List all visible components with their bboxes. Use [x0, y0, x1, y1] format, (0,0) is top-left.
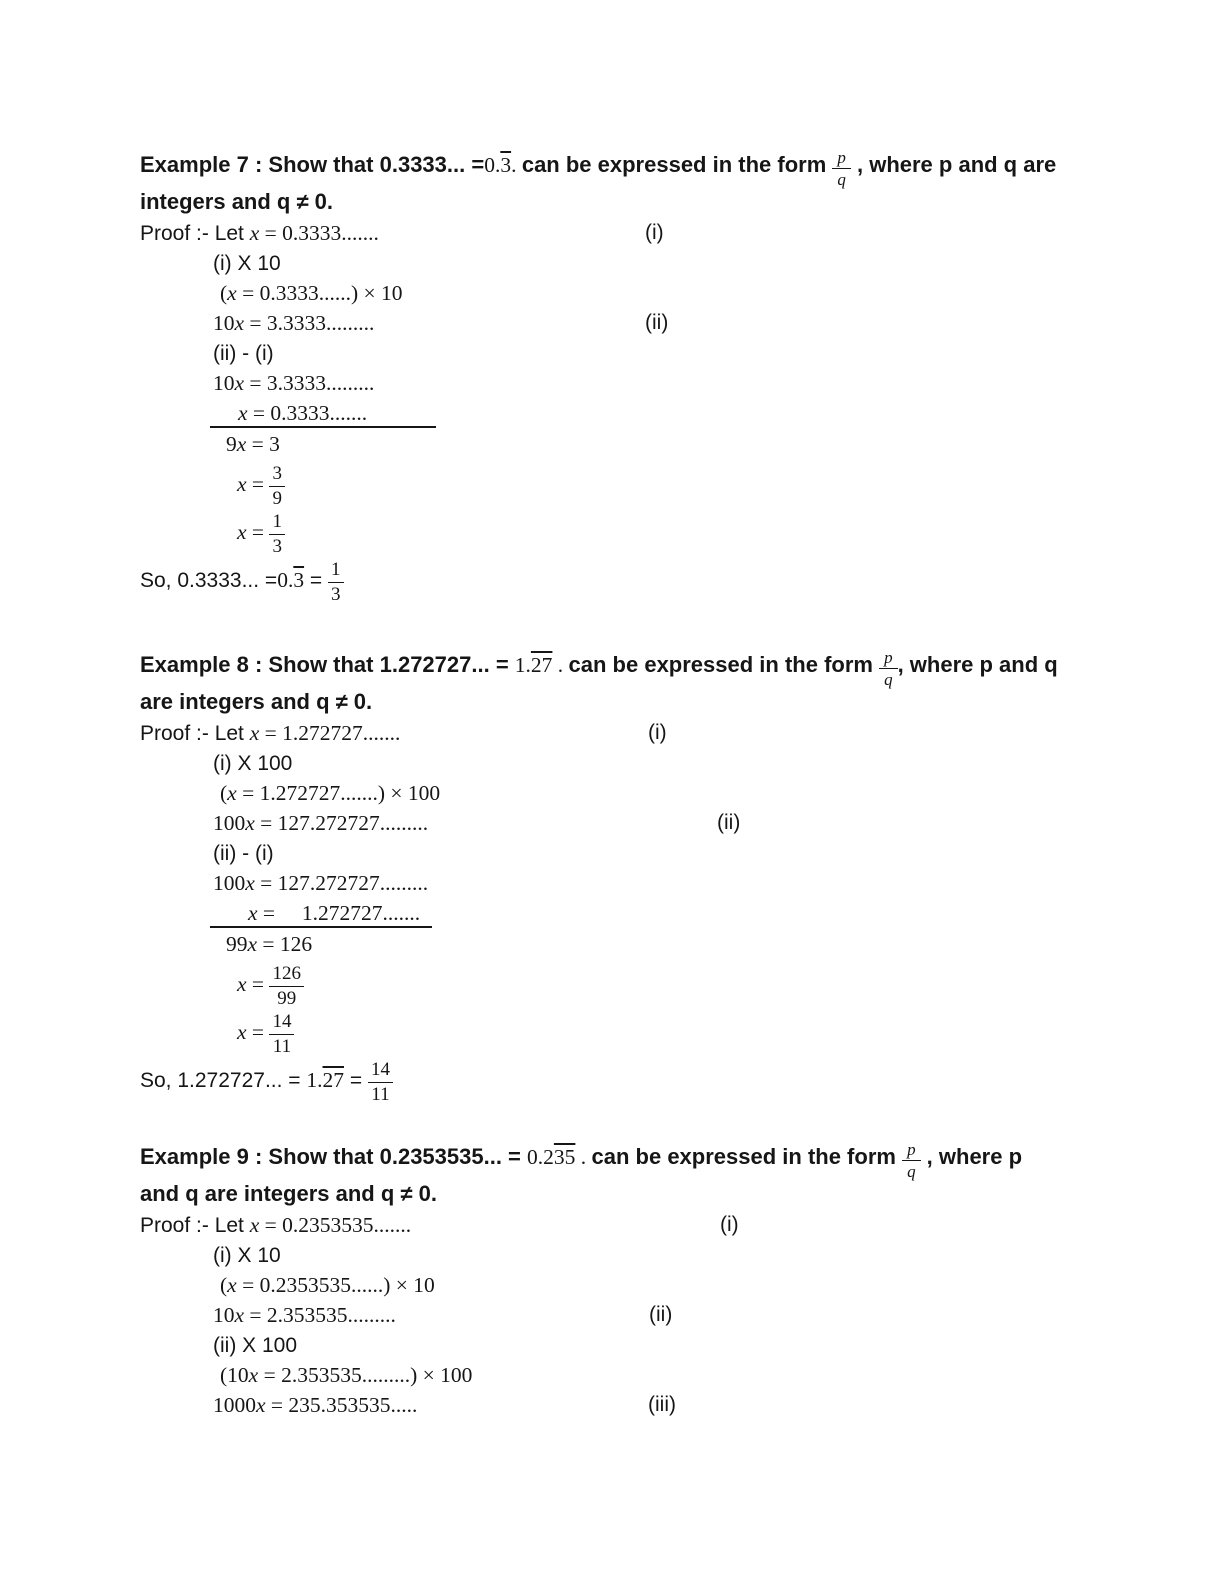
text-run: x — [248, 1363, 259, 1387]
equation-text — [248, 901, 420, 925]
text-run: = 126 — [257, 932, 313, 956]
text-run: x — [247, 932, 258, 956]
ex7-equation-line — [140, 308, 1180, 338]
equation-text — [237, 963, 304, 1009]
text-run: (10 — [220, 1363, 249, 1387]
text-run: x — [234, 1303, 245, 1327]
text-run: x — [237, 472, 247, 496]
fraction: $\frac{14}{11}$ — [269, 1011, 294, 1057]
equation-marker-i: (i) — [648, 721, 667, 744]
ex9-equation-line — [140, 1300, 1180, 1330]
text-run: = 2.353535.........) × 100 — [258, 1363, 473, 1387]
conclusion-text — [140, 1059, 393, 1105]
text-run: = — [304, 569, 328, 592]
text-run: = 3.3333......... — [244, 311, 375, 335]
fraction: $\frac{p}{q}$ — [902, 1140, 921, 1181]
ex7-equation-line — [140, 368, 1180, 398]
ex7-proof-line — [140, 218, 1180, 248]
heading-text — [140, 689, 373, 714]
text-run: 10 — [213, 371, 235, 395]
fraction: $\frac{3}{9}$ — [269, 463, 285, 509]
equation-text — [237, 463, 285, 509]
text-run: = — [246, 472, 270, 496]
text-run: 1. — [306, 1068, 323, 1092]
text-run: = 3.3333......... — [244, 371, 375, 395]
ex8-equation-line — [140, 808, 1180, 838]
text-run: x — [227, 1273, 237, 1297]
equation-text — [237, 1011, 294, 1057]
text-run: = — [344, 1069, 368, 1092]
heading-text — [140, 1181, 437, 1206]
text-run: = 3 — [246, 432, 280, 456]
text-run: 10 — [213, 1303, 235, 1327]
ex7-fraction-line — [140, 460, 1180, 508]
ex7-step-subtract — [140, 338, 1180, 368]
text-run: 3 — [500, 153, 512, 177]
text-run: = 235.353535..... — [265, 1393, 418, 1417]
fraction: $\frac{126}{99}$ — [269, 963, 304, 1009]
step-text — [213, 251, 281, 275]
ex9-step-multiply — [140, 1240, 1180, 1270]
equation-text — [220, 281, 403, 305]
content-column — [140, 142, 1180, 1420]
heading-text — [140, 647, 1058, 689]
equation-text — [220, 1273, 435, 1297]
text-run: x — [234, 311, 245, 335]
ex8-conclusion-line — [140, 1056, 1180, 1104]
ex9-step-multiply-2 — [140, 1330, 1180, 1360]
text-run: 9 — [226, 432, 237, 456]
text-run: = 2.353535......... — [244, 1303, 396, 1327]
equation-marker-i: (i) — [720, 1213, 739, 1236]
equation-text — [213, 811, 428, 835]
text-run: and q are integers and q ≠ 0. — [140, 1181, 437, 1206]
equation-marker-iii: (iii) — [648, 1393, 676, 1416]
text-run: 27 — [322, 1068, 345, 1092]
ex7-conclusion-line — [140, 556, 1180, 604]
text-run: x — [236, 432, 247, 456]
equation-text — [220, 1363, 472, 1387]
text-run: = — [246, 1020, 270, 1044]
text-run: Proof :- Let — [140, 1214, 250, 1237]
text-run: ( — [220, 781, 228, 805]
ex8-proof-line — [140, 718, 1180, 748]
equation-text — [213, 371, 374, 395]
text-run: = 0.3333......) × 10 — [236, 281, 403, 305]
text-run: 0. — [484, 153, 501, 177]
text-run: = 0.3333....... — [247, 401, 368, 425]
text-run: (i) X 10 — [213, 1244, 281, 1267]
text-run: = 127.272727......... — [254, 871, 429, 895]
text-run: x — [238, 401, 248, 425]
equation-text — [237, 511, 285, 557]
text-run: x — [256, 1393, 266, 1417]
heading-text — [140, 189, 334, 214]
text-run: 0.2 — [527, 1145, 554, 1169]
ex7-step-multiply — [140, 248, 1180, 278]
text-run: 100 — [213, 871, 246, 895]
text-run: x — [237, 520, 247, 544]
equation-text — [213, 1393, 417, 1417]
ex7-fraction-line — [140, 508, 1180, 556]
text-run: (ii) X 100 — [213, 1334, 298, 1357]
text-run: x — [234, 371, 245, 395]
example-7-section — [140, 142, 1180, 604]
step-text — [213, 751, 292, 775]
ex8-subtraction-underline — [210, 898, 432, 928]
text-run: . — [511, 153, 522, 177]
ex8-step-subtract — [140, 838, 1180, 868]
text-run: = 0.2353535....... — [259, 1213, 412, 1237]
equation-text — [226, 432, 280, 456]
text-run: 100 — [213, 811, 246, 835]
example-9-section — [140, 1134, 1180, 1420]
equation-text — [226, 932, 312, 956]
ex9-equation-line — [140, 1360, 1180, 1390]
step-text — [213, 1243, 281, 1267]
text-run: Example 8 : Show that 1.272727... = — [140, 652, 515, 677]
equation-marker-ii: (ii) — [645, 311, 669, 334]
text-run: ( — [220, 1273, 228, 1297]
text-run: . — [575, 1145, 592, 1169]
text-run: , where p and q are — [850, 152, 1057, 177]
text-run: can be expressed in the form — [521, 152, 833, 177]
text-run: 99 — [226, 932, 248, 956]
step-text — [213, 841, 274, 865]
fraction: $\frac{1}{3}$ — [269, 511, 285, 557]
text-run: 10 — [213, 311, 235, 335]
equation-text — [238, 401, 367, 425]
text-run: , where p and q — [897, 652, 1058, 677]
example-8-heading-line-2 — [140, 688, 1180, 718]
text-run: x — [237, 1020, 247, 1044]
fraction: $\frac{1}{3}$ — [328, 559, 344, 605]
text-run: (ii) - (i) — [213, 842, 274, 865]
step-text — [213, 341, 274, 365]
text-run: x — [227, 281, 237, 305]
example-8-section — [140, 642, 1180, 1104]
equation-text — [213, 311, 374, 335]
fraction: $\frac{p}{q}$ — [832, 148, 851, 189]
text-run: x — [245, 871, 255, 895]
text-run: x — [249, 1213, 260, 1237]
example-7-heading-line-1 — [140, 142, 1180, 188]
equation-text — [220, 781, 440, 805]
text-run: x — [245, 811, 255, 835]
step-text — [213, 1333, 297, 1357]
text-run: (i) X 10 — [213, 252, 281, 275]
text-run: Proof :- Let — [140, 222, 250, 245]
ex8-result-line — [140, 928, 1180, 960]
ex9-proof-line — [140, 1210, 1180, 1240]
text-run: = — [246, 520, 270, 544]
ex8-equation-line — [140, 778, 1180, 808]
text-run: So, 1.272727... = — [140, 1069, 307, 1092]
text-run: = 1.272727....... — [259, 721, 401, 745]
fraction: $\frac{p}{q}$ — [879, 648, 898, 689]
heading-text — [140, 1139, 1023, 1181]
fraction: $\frac{14}{11}$ — [368, 1059, 393, 1105]
ex9-equation-line — [140, 1390, 1180, 1420]
ex7-equation-line — [140, 278, 1180, 308]
text-run: x — [227, 781, 237, 805]
example-7-heading-line-2 — [140, 188, 1180, 218]
text-run: (ii) - (i) — [213, 342, 274, 365]
text-run: 27 — [530, 653, 553, 677]
equation-marker-ii: (ii) — [717, 811, 741, 834]
text-run: x — [249, 221, 260, 245]
text-run: = 0.3333....... — [259, 221, 379, 245]
text-run: can be expressed in the form — [591, 1144, 903, 1169]
ex8-step-multiply — [140, 748, 1180, 778]
text-run: = 127.272727......... — [254, 811, 429, 835]
text-run: 1000 — [213, 1393, 256, 1417]
text-run: = 0.2353535......) × 10 — [236, 1273, 435, 1297]
example-9-heading-line-2 — [140, 1180, 1180, 1210]
text-run: Example 9 : Show that 0.2353535... = — [140, 1144, 528, 1169]
text-run: . — [552, 653, 569, 677]
text-run: = 1.272727....... — [257, 901, 421, 925]
text-run: 3 — [293, 568, 305, 592]
ex8-fraction-line — [140, 960, 1180, 1008]
text-run: can be expressed in the form — [568, 652, 880, 677]
ex7-subtraction-underline — [210, 398, 436, 428]
example-8-heading-line-1 — [140, 642, 1180, 688]
text-run: x — [237, 972, 247, 996]
proof-text — [140, 221, 379, 245]
text-run: (i) X 100 — [213, 752, 293, 775]
text-run: ( — [220, 281, 228, 305]
text-run: So, 0.3333... = — [140, 569, 278, 592]
text-run: 0. — [277, 568, 294, 592]
text-run: are integers and q ≠ 0. — [140, 689, 373, 714]
text-run: , where p — [920, 1144, 1023, 1169]
heading-text — [140, 147, 1057, 189]
text-run: integers and q ≠ 0. — [140, 189, 334, 214]
text-run: 35 — [553, 1145, 576, 1169]
text-run: = — [246, 972, 270, 996]
equation-text — [213, 1303, 396, 1327]
proof-text — [140, 1213, 411, 1237]
text-run: 1. — [514, 653, 531, 677]
ex7-result-line — [140, 428, 1180, 460]
equation-marker-i: (i) — [645, 221, 664, 244]
example-9-heading-line-1 — [140, 1134, 1180, 1180]
equation-marker-ii: (ii) — [649, 1303, 673, 1326]
conclusion-text — [140, 559, 344, 605]
text-run: x — [249, 721, 260, 745]
text-run: = 1.272727.......) × 100 — [236, 781, 441, 805]
text-run: Example 7 : Show that 0.3333... = — [140, 152, 485, 177]
proof-text — [140, 721, 400, 745]
text-run: x — [248, 901, 258, 925]
equation-text — [213, 871, 428, 895]
ex8-equation-line — [140, 868, 1180, 898]
ex8-fraction-line — [140, 1008, 1180, 1056]
ex9-equation-line — [140, 1270, 1180, 1300]
text-run: Proof :- Let — [140, 722, 250, 745]
